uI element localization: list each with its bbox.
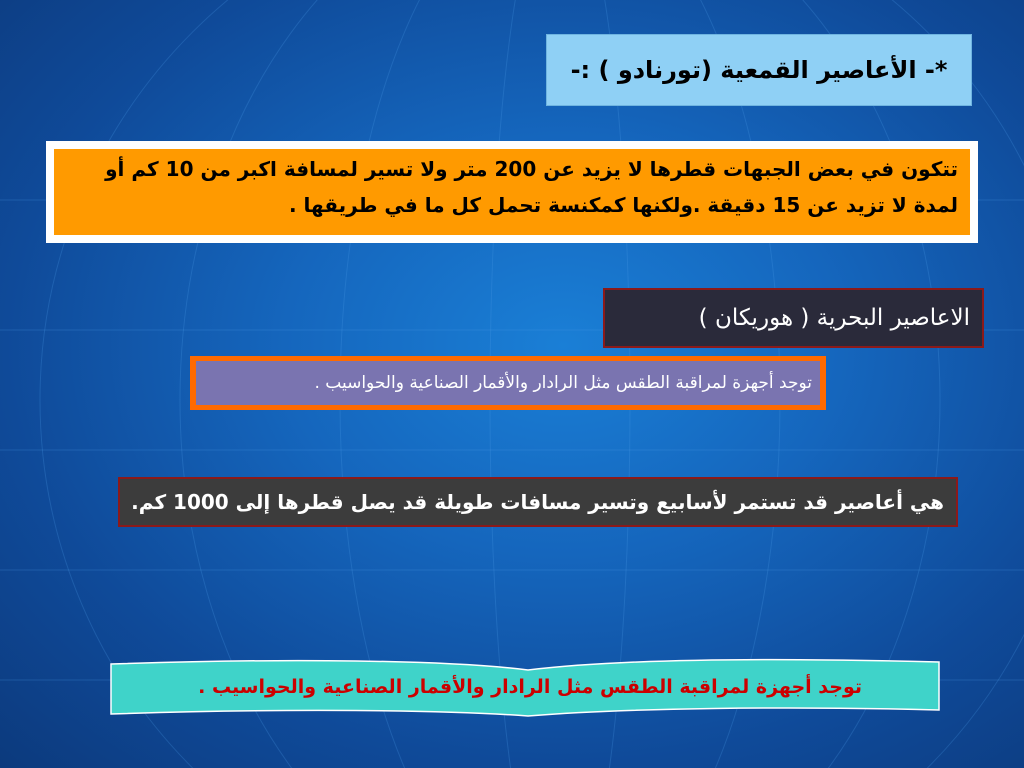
hurricane-heading-box	[603, 288, 984, 348]
slide-title-text: *- الأعاصير القمعية (تورنادو ) :-	[570, 56, 948, 84]
hurricane-duration-box	[118, 477, 958, 527]
tornado-description-box	[46, 141, 978, 243]
weather-devices-box	[190, 356, 826, 410]
tornado-description-text: تتكون في بعض الجبهات قطرها لا يزيد عن 200 متر ولا تسير لمسافة اكبر من 10 كم أو لمدة لا تزيد عن 15 دقيقة .ولكنها كمكنسة تحمل كل ما في طريقها .	[54, 149, 970, 235]
weather-devices-text: توجد أجهزة لمراقبة الطقس مثل الرادار والأقمار الصناعية والحواسيب .	[196, 361, 820, 405]
weather-devices-banner-text: توجد أجهزة لمراقبة الطقس مثل الرادار والأقمار الصناعية والحواسيب .	[198, 676, 862, 698]
weather-devices-banner	[108, 656, 942, 718]
slide-title	[546, 34, 972, 106]
hurricane-duration-text: هي أعاصير قد تستمر لأسابيع وتسير مسافات طويلة قد يصل قطرها إلى 1000 كم.	[131, 490, 944, 514]
hurricane-heading-text: الاعاصير البحرية ( هوريكان )	[698, 305, 970, 331]
